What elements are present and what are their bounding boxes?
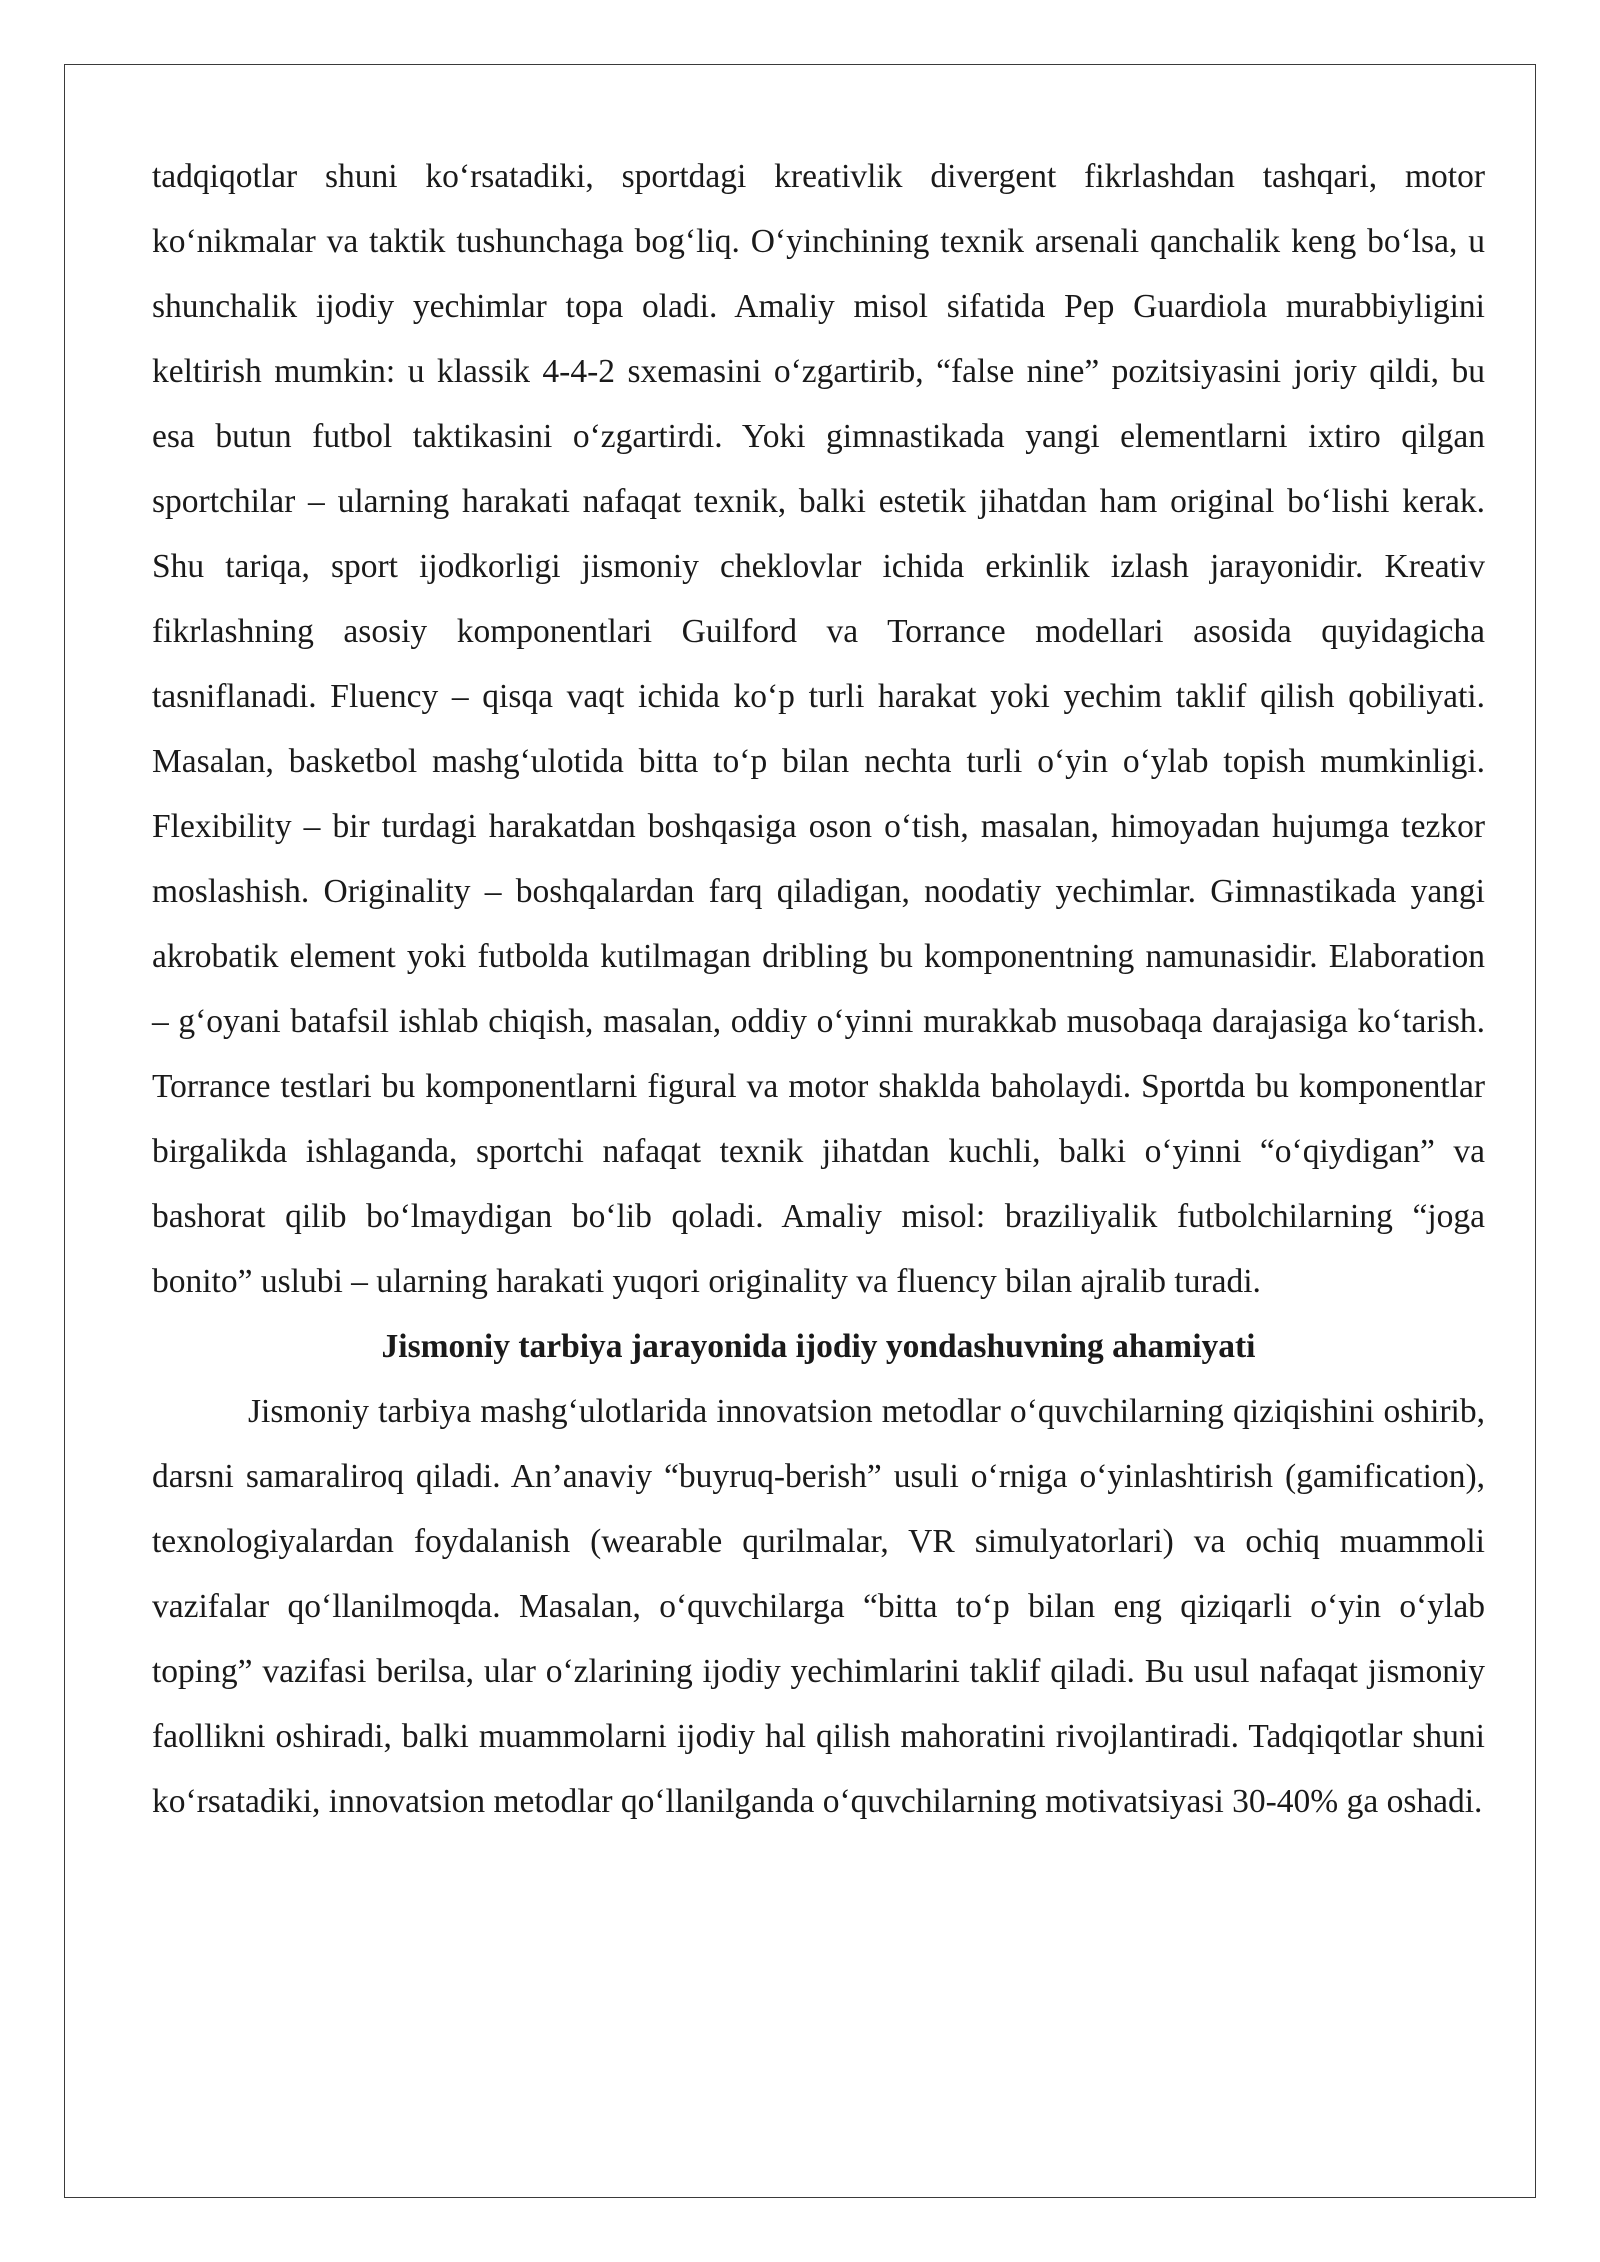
body-paragraph: Jismoniy tarbiya mashg‘ulotlarida innovatsion metodlar o‘quvchilarning qiziqishini oshirib, darsni samaraliroq qiladi. An’anaviy “buyruq-berish” usuli o‘rniga o‘yinlashtirish (gamification), texnologiyalardan foydalanish (wearable qurilmalar, VR simulyatorlari) va ochiq muammoli vazifalar qo‘llanilmoqda. Masalan, o‘quvchilarga “bitta to‘p bilan eng qiziqarli o‘yin o‘ylab toping” vazifasi berilsa, ular o‘zlarining ijodiy yechimlarini taklif qiladi. Bu usul nafaqat jismoniy faollikni oshiradi, balki muammolarni ijodiy hal qilish mahoratini rivojlantiradi. Tadqiqotlar shuni ko‘rsatadiki, innovatsion metodlar qo‘llanilganda o‘quvchilarning motivatsiyasi 30-40% ga oshadi. xyxy=(152,1393,1485,1820)
body-paragraph: tadqiqotlar shuni ko‘rsatadiki, sportdagi kreativlik divergent fikrlashdan tashqari, motor ko‘nikmalar va taktik tushunchaga bog‘liq. O‘yinchining texnik arsenali qanchalik keng bo‘lsa, u shunchalik ijodiy yechimlar topa oladi. Amaliy misol sifatida Pep Guardiola murabbiyligini keltirish mumkin: u klassik 4-4-2 sxemasini o‘zgartirib, “false nine” pozitsiyasini joriy qildi, bu esa butun futbol taktikasini o‘zgartirdi. Yoki gimnastikada yangi elementlarni ixtiro qilgan sportchilar – ularning harakati nafaqat texnik, balki estetik jihatdan ham original bo‘lishi kerak. Shu tariqa, sport ijodkorligi jismoniy cheklovlar ichida erkinlik izlash jarayonidir. Kreativ fikrlashning asosiy komponentlari Guilford va Torrance modellari asosida quyidagicha tasniflanadi. Fluency – qisqa vaqt ichida ko‘p turli harakat yoki yechim taklif qilish qobiliyati. Masalan, basketbol mashg‘ulotida bitta to‘p bilan nechta turli o‘yin o‘ylab topish mumkinligi. Flexibility – bir turdagi harakatdan boshqasiga oson o‘tish, masalan, himoyadan hujumga tezkor moslashish. Originality – boshqalardan farq qiladigan, noodatiy yechimlar. Gimnastikada yangi akrobatik element yoki futbolda kutilmagan dribling bu komponentning namunasidir. Elaboration – g‘oyani batafsil ishlab chiqish, masalan, oddiy o‘yinni murakkab musobaqa darajasiga ko‘tarish. Torrance testlari bu komponentlarni figural va motor shaklda baholaydi. Sportda bu komponentlar birgalikda ishlaganda, sportchi nafaqat texnik jihatdan kuchli, balki o‘yinni “o‘qiydigan” va bashorat qilib bo‘lmaydigan bo‘lib qoladi. Amaliy misol: braziliyalik futbolchilarning “joga bonito” uslubi – ularning harakati yuqori originality va fluency bilan ajralib turadi. xyxy=(152,158,1485,1300)
document-body xyxy=(152,144,1485,1834)
section-heading: Jismoniy tarbiya jarayonida ijodiy yondashuvning ahamiyati xyxy=(381,1328,1256,1365)
